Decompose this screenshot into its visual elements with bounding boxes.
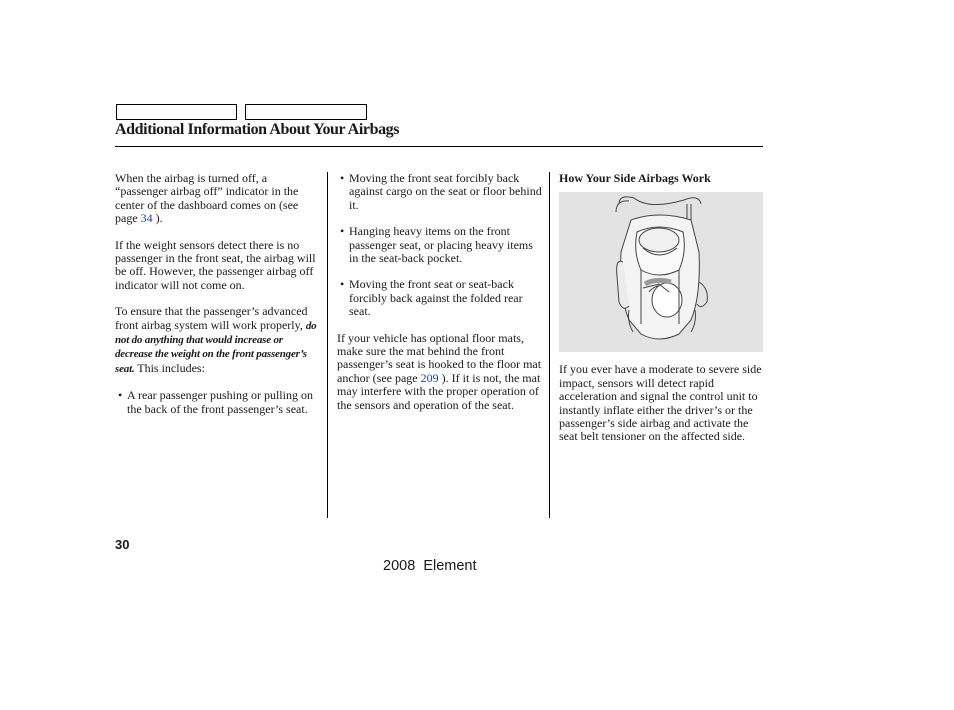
header-tab-left (116, 104, 237, 120)
page-title: Additional Information About Your Airbags (115, 121, 400, 138)
bullet-mark: • (340, 277, 345, 292)
bullet-mark: • (340, 224, 345, 239)
paragraph-indicator: When the airbag is turned off, a “passenger airbag off” indicator in the center of the dashboard comes on (see page 34 ). (115, 171, 299, 226)
list-item: • Hanging heavy items on the front passenger seat, or placing heavy items in the seat-back pocket. (337, 225, 542, 265)
page-link-34[interactable]: 34 (140, 211, 153, 226)
paragraph-ensure-working: To ensure that the passenger’s advanced front airbag system will work properly, do not do anything that would increase or decrease the weight on the front passenger’s seat. This includes: (115, 304, 317, 375)
header-tab-right (245, 104, 367, 120)
book-footer: 2008 Element (383, 558, 477, 574)
list-item: • Moving the front seat forcibly back against cargo on the seat or floor behind it. (337, 172, 542, 212)
column-3 (559, 172, 763, 457)
section-heading: How Your Side Airbags Work (559, 171, 711, 185)
page-link-209[interactable]: 209 (420, 370, 439, 385)
bullet-mark: • (340, 171, 345, 185)
bullet-mark: • (118, 388, 123, 403)
column-divider (549, 172, 550, 518)
paragraph-weight-sensors: If the weight sensors detect there is no passenger in the front seat, the airbag will be off. However, the passenger airbag off indicator will not come on. (115, 237, 316, 292)
paragraph-side-impact: If you ever have a moderate to severe side impact, sensors will detect rapid acceleration and signal the control unit to instantly inflate either the driver’s or the passenger’s side airbag and activate the seat belt tensioner on the affected side. (559, 362, 762, 444)
paragraph-floor-mats: If your vehicle has optional floor mats, make sure the mat behind the front passenger’s seat is hooked to the floor mat anchor (see page 209 ). If it is not, the mat may interfere with the proper operation of the sensors and operation of the seat. (337, 330, 542, 412)
warning-emphasis: do not do anything that would increase or decrease the weight on the front passenger’s seat. (115, 319, 317, 375)
list-item: • A rear passenger pushing or pulling on the back of the front passenger’s seat. (115, 389, 318, 416)
column-2 (337, 172, 542, 425)
column-divider (327, 172, 328, 518)
seat-diagram-icon (559, 192, 763, 352)
side-airbag-illustration (559, 192, 763, 352)
list-item: • Moving the front seat or seat-back forcibly back against the folded rear seat. (337, 278, 542, 318)
column-1 (115, 172, 318, 429)
page-number: 30 (115, 537, 130, 552)
title-rule (115, 146, 763, 147)
